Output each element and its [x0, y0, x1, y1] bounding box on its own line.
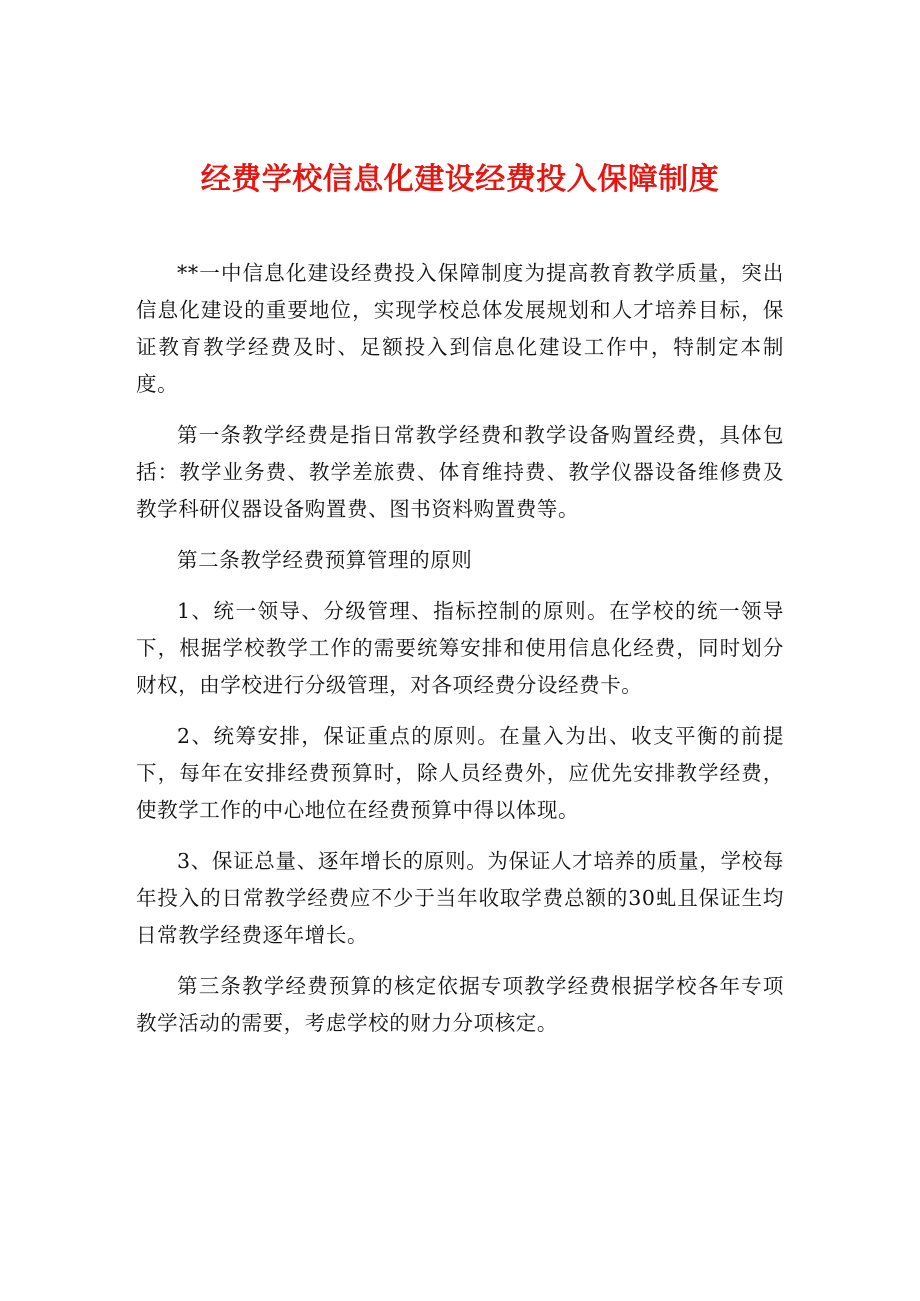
paragraph-article-3: 第三条教学经费预算的核定依据专项教学经费根据学校各年专项教学活动的需要，考虑学校的财力分项核定。 — [136, 974, 784, 1035]
paragraph-principle-3: 3、保证总量、逐年增长的原则。为保证人才培养的质量，学校每年投入的日常教学经费应不少于当年收取学费总额的30虬且保证生均日常教学经费逐年增长。 — [136, 849, 784, 947]
paragraph-principle-1: 1、统一领导、分级管理、指标控制的原则。在学校的统一领导下，根据学校教学工作的需要统筹安排和使用信息化经费，同时划分财权，由学校进行分级管理，对各项经费分设经费卡。 — [136, 599, 784, 697]
paragraph-article-1: 第一条教学经费是指日常教学经费和教学设备购置经费，具体包括：教学业务费、教学差旅费、体育维持费、教学仪器设备维修费及教学科研仪器设备购置费、图书资料购置费等。 — [136, 423, 784, 521]
document-title: 经费学校信息化建设经费投入保障制度 — [200, 162, 720, 197]
paragraph-intro: **一中信息化建设经费投入保障制度为提高教育教学质量，突出信息化建设的重要地位，实现学校总体发展规划和人才培养目标，保证教育教学经费及时、足额投入到信息化建设工作中，特制定本制度。 — [136, 261, 784, 396]
document-body — [136, 255, 784, 1056]
paragraph-principle-2: 2、统筹安排，保证重点的原则。在量入为出、收支平衡的前提下，每年在安排经费预算时，除人员经费外，应优先安排教学经费，使教学工作的中心地位在经费预算中得以体现。 — [136, 724, 784, 822]
paragraph-article-2-heading: 第二条教学经费预算管理的原则 — [177, 548, 473, 572]
